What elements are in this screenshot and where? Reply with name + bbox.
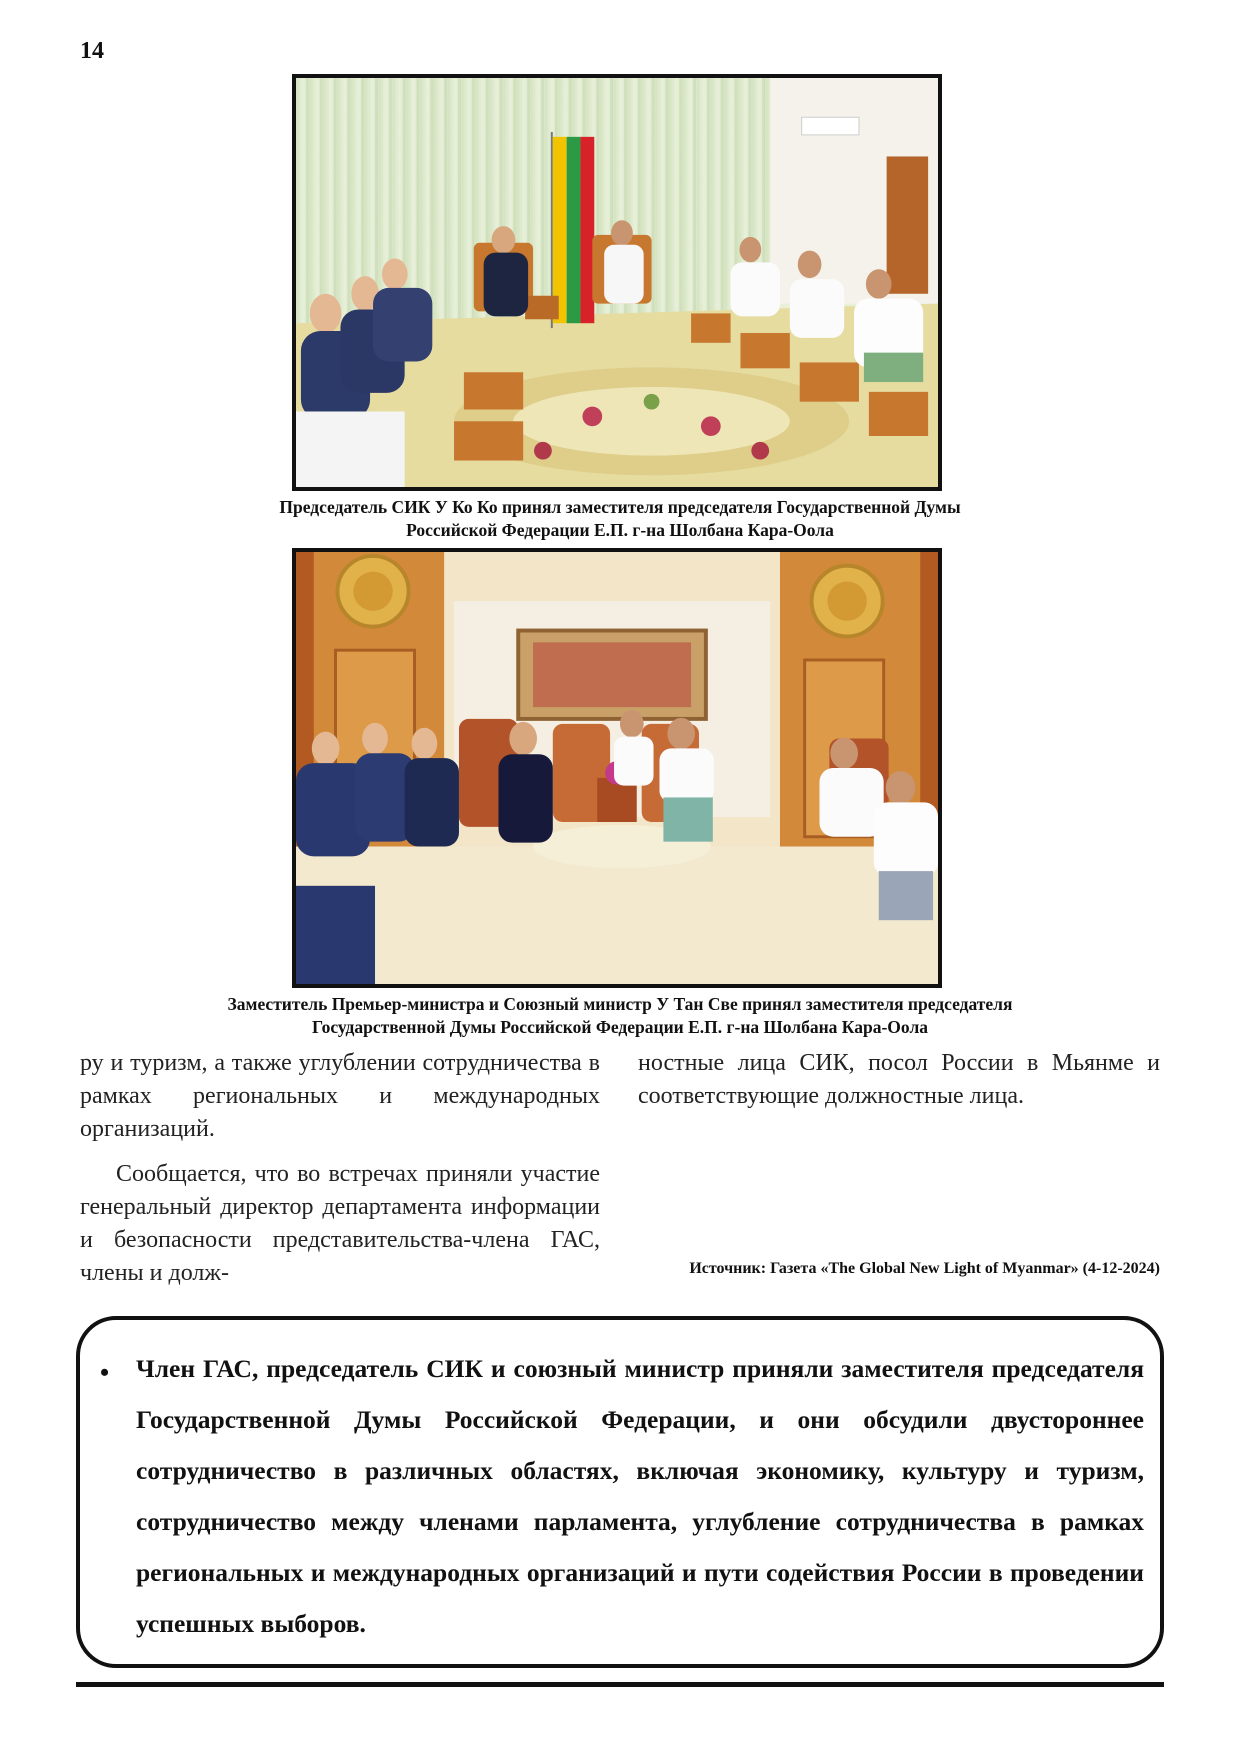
meeting-photo-2-illustration xyxy=(296,552,938,984)
article-paragraph: ностные лица СИК, посол России в Мьянме и соответствующие должностные лица. xyxy=(638,1050,1160,1109)
page-number: 14 xyxy=(80,38,104,64)
photo-caption-1 xyxy=(120,496,1120,542)
bullet-icon: • xyxy=(100,1358,110,1387)
article-column-right xyxy=(638,1047,1160,1125)
photo-caption-2-line2: Государственной Думы Российской Федерации Е.П. г-на Шолбана Кара-Оола xyxy=(311,1017,929,1037)
photo-caption-1-line1: Председатель СИК У Ко Ко принял заместителя председателя Государственной Думы xyxy=(279,497,961,517)
article-column-left xyxy=(80,1047,600,1302)
summary-text: Член ГАС, председатель СИК и союзный министр приняли заместителя председателя Государственной Думы Российской Федерации, и они обсудили двустороннее сотрудничество в различных областях, включая экономику, культуру и туризм, сотрудничество между членами парламента, углубление сотрудничества в рамках региональных и международных организаций и пути содействия России в проведении успешных выборов. xyxy=(136,1354,1144,1638)
summary-box xyxy=(76,1316,1164,1668)
meeting-photo-2 xyxy=(292,548,942,988)
source-credit: Источник: Газета «The Global New Light of Myanmar» (4-12-2024) xyxy=(689,1260,1160,1277)
photo-caption-2 xyxy=(120,993,1120,1039)
photo-caption-2-line1: Заместитель Премьер-министра и Союзный министр У Тан Све принял заместителя председателя xyxy=(227,994,1013,1014)
meeting-photo-1 xyxy=(292,74,942,491)
bottom-divider xyxy=(76,1682,1164,1687)
photo-caption-1-line2: Российской Федерации Е.П. г-на Шолбана Кара-Оола xyxy=(406,520,834,540)
article-paragraph: ру и туризм, а также углублении сотрудничества в рамках региональных и международных организаций. xyxy=(80,1050,600,1142)
article-paragraph: Сообщается, что во встречах приняли участие генеральный директор департамента информации и безопасности представительства-члена ГАС, члены и долж- xyxy=(80,1161,600,1286)
meeting-photo-1-illustration xyxy=(296,78,938,487)
